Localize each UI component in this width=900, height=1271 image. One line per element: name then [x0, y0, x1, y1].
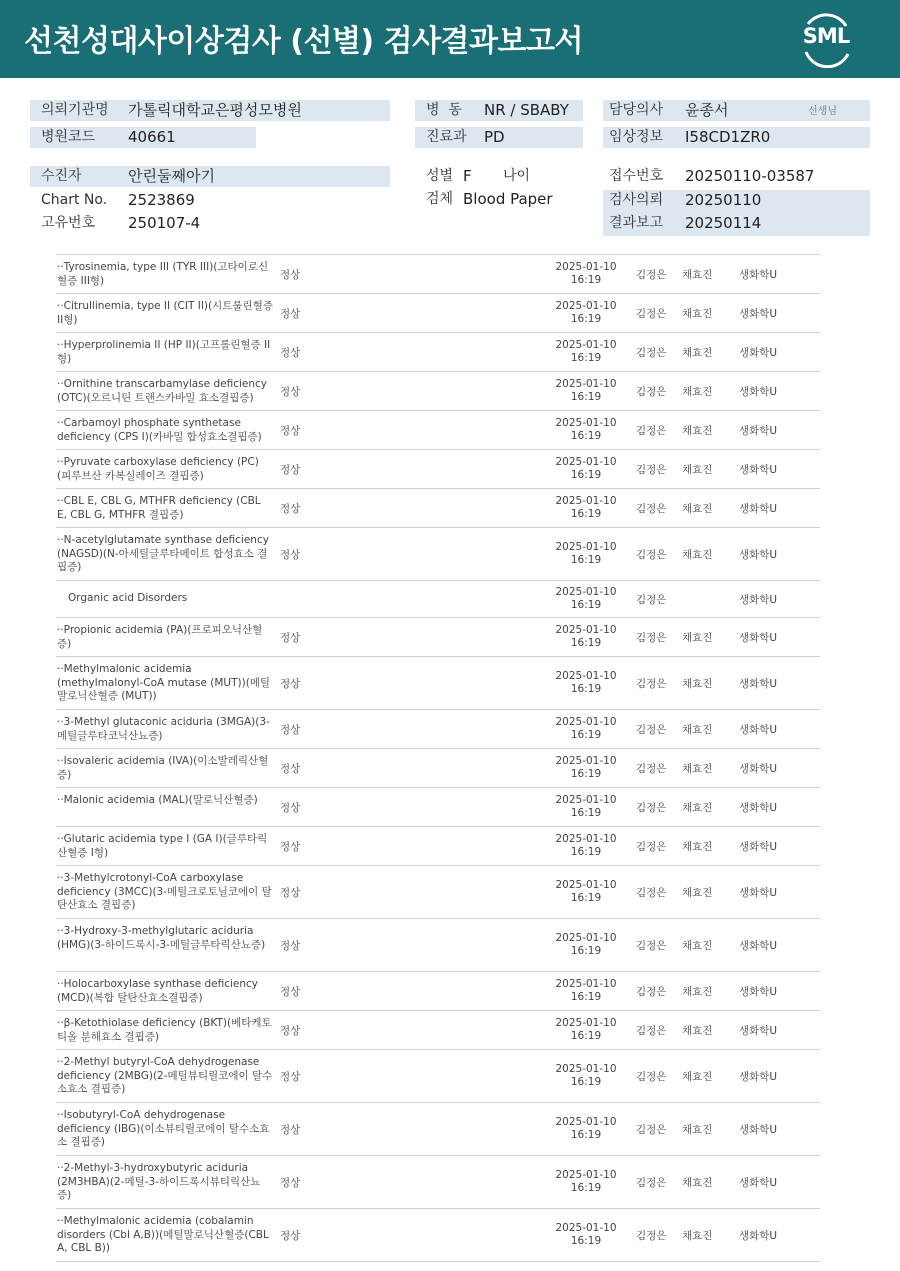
- result-value: 정상: [280, 308, 301, 320]
- result-row: [56, 827, 820, 866]
- lab-department: 생화학U: [739, 1177, 778, 1189]
- result-time: 16:19: [570, 390, 602, 403]
- checked-by: 채효진: [682, 1025, 713, 1037]
- checked-by: 채효진: [682, 632, 713, 644]
- dept-label: 진료과: [426, 129, 467, 145]
- test-name: ··Pyruvate carboxylase deficiency (PC)(피루브산 카복실레이즈 결핍증): [57, 456, 259, 482]
- tested-by: 김정은: [636, 464, 667, 476]
- lab-department: 생화학U: [739, 841, 778, 853]
- result-datetime: [536, 624, 636, 649]
- receipt-value: 20250110-03587: [685, 167, 815, 185]
- checked-by: 채효진: [682, 1177, 713, 1189]
- patient-value: 안린둘째아기: [128, 167, 215, 185]
- result-time: 16:19: [570, 273, 602, 286]
- result-value: 정상: [280, 464, 301, 476]
- result-row: [56, 333, 820, 372]
- specimen-label: 검체: [426, 191, 454, 207]
- result-time: 16:19: [570, 553, 602, 566]
- tested-by: 김정은: [636, 549, 667, 561]
- tested-by: 김정은: [636, 632, 667, 644]
- tested-by: 김정은: [636, 347, 667, 359]
- result-date: 2025-01-10: [555, 456, 617, 468]
- checked-by: 채효진: [682, 802, 713, 814]
- tested-by: 김정은: [636, 802, 667, 814]
- test-name: ··Carbamoyl phosphate synthetase deficiency (CPS I)(카바밀 합성효소결핍증): [57, 417, 262, 443]
- clinical-label: 임상정보: [609, 129, 664, 145]
- lab-department: 생화학U: [739, 464, 778, 476]
- result-date: 2025-01-10: [555, 541, 617, 553]
- test-name: ··Glutaric acidemia type I (GA I)(글루타릭산혈증 I형): [57, 833, 268, 859]
- result-value: 정상: [280, 887, 301, 899]
- result-datetime: [536, 300, 636, 325]
- tested-by: 김정은: [636, 386, 667, 398]
- result-row: [56, 372, 820, 411]
- checked-by: 채효진: [682, 1230, 713, 1242]
- result-row: [56, 972, 820, 1011]
- checked-by: 채효진: [682, 425, 713, 437]
- test-name: ··3-Hydroxy-3-methylglutaric aciduria (HMG)(3-하이드록시-3-메틸글루타릭산뇨증): [57, 925, 266, 951]
- result-row: [56, 255, 820, 294]
- result-value: 정상: [280, 549, 301, 561]
- result-datetime: [536, 1169, 636, 1194]
- result-row: [56, 294, 820, 333]
- result-value: 정상: [280, 1177, 301, 1189]
- lab-department: 생화학U: [739, 632, 778, 644]
- result-value: 정상: [280, 347, 301, 359]
- result-time: 16:19: [570, 682, 602, 695]
- result-row: [56, 489, 820, 528]
- result-date: 2025-01-10: [555, 586, 617, 598]
- logo-text: SML: [802, 24, 850, 48]
- result-value: 정상: [280, 724, 301, 736]
- result-row: [56, 450, 820, 489]
- tested-by: 김정은: [636, 724, 667, 736]
- result-date: 2025-01-10: [555, 339, 617, 351]
- unique-label: 고유번호: [41, 215, 96, 231]
- result-row: [56, 1103, 820, 1156]
- result-time: 16:19: [570, 598, 602, 611]
- hospital-code-label: 병원코드: [41, 129, 96, 145]
- result-datetime: [536, 794, 636, 819]
- result-row: [56, 919, 820, 972]
- tested-by: 김정은: [636, 1071, 667, 1083]
- lab-department: 생화학U: [739, 347, 778, 359]
- result-datetime: [536, 833, 636, 858]
- result-datetime: [536, 1063, 636, 1088]
- tested-by: 김정은: [636, 986, 667, 998]
- result-datetime: [536, 755, 636, 780]
- result-date: 2025-01-10: [555, 1116, 617, 1128]
- result-datetime: [536, 339, 636, 364]
- result-time: 16:19: [570, 429, 602, 442]
- checked-by: 채효진: [682, 763, 713, 775]
- result-row: [56, 749, 820, 788]
- result-time: 16:19: [570, 1075, 602, 1088]
- test-name: ··Tyrosinemia, type III (TYR III)(고타이로신혈증 III형): [57, 261, 269, 287]
- result-time: 16:19: [570, 636, 602, 649]
- result-row: [56, 1050, 820, 1103]
- result-datetime: [536, 1017, 636, 1042]
- result-value: 정상: [280, 1025, 301, 1037]
- test-name: Organic acid Disorders: [68, 592, 188, 604]
- test-name: ··Malonic acidemia (MAL)(말로닉산혈증): [57, 794, 258, 806]
- lab-department: 생화학U: [739, 594, 778, 606]
- result-row: [56, 657, 820, 710]
- test-name: ··CBL E, CBL G, MTHFR deficiency (CBL E, CBL G, MTHFR 결핍증): [57, 495, 261, 521]
- tested-by: 김정은: [636, 269, 667, 281]
- patient-label: 수진자: [41, 168, 82, 184]
- checked-by: 채효진: [682, 549, 713, 561]
- result-time: 16:19: [570, 767, 602, 780]
- checked-by: 채효진: [682, 464, 713, 476]
- result-date: 2025-01-10: [555, 417, 617, 429]
- lab-department: 생화학U: [739, 678, 778, 690]
- tested-by: 김정은: [636, 763, 667, 775]
- sml-logo: [796, 10, 856, 68]
- tested-by: 김정은: [636, 308, 667, 320]
- result-time: 16:19: [570, 351, 602, 364]
- lab-department: 생화학U: [739, 1025, 778, 1037]
- result-datetime: [536, 261, 636, 286]
- result-time: 16:19: [570, 990, 602, 1003]
- report-value: 20250114: [685, 214, 762, 232]
- chart-label: Chart No.: [41, 192, 108, 208]
- result-value: 정상: [280, 940, 301, 952]
- result-time: 16:19: [570, 728, 602, 741]
- test-name: ··Isovaleric acidemia (IVA)(이소발레릭산혈증): [57, 755, 269, 781]
- result-datetime: [536, 932, 636, 957]
- result-date: 2025-01-10: [555, 879, 617, 891]
- result-datetime: [536, 978, 636, 1003]
- doctor-value: 윤종서: [685, 101, 729, 119]
- age-label: 나이: [503, 168, 531, 184]
- result-row: [56, 528, 820, 581]
- result-time: 16:19: [570, 1128, 602, 1141]
- tested-by: 김정은: [636, 1025, 667, 1037]
- test-name: ··Propionic acidemia (PA)(프로피오닉산혈증): [57, 624, 263, 650]
- result-row: [56, 1209, 820, 1262]
- hospital-code-value: 40661: [128, 128, 176, 146]
- test-name: ··Hyperprolinemia II (HP II)(고프롤린혈증 II형): [57, 339, 271, 365]
- lab-department: 생화학U: [739, 802, 778, 814]
- result-datetime: [536, 378, 636, 403]
- result-value: 정상: [280, 1124, 301, 1136]
- result-time: 16:19: [570, 944, 602, 957]
- results-table: [56, 254, 820, 1262]
- result-date: 2025-01-10: [555, 978, 617, 990]
- result-row: [56, 581, 820, 618]
- result-time: 16:19: [570, 845, 602, 858]
- result-value: 정상: [280, 802, 301, 814]
- checked-by: 채효진: [682, 347, 713, 359]
- result-time: 16:19: [570, 1234, 602, 1247]
- result-row: [56, 788, 820, 827]
- result-value: 정상: [280, 1071, 301, 1083]
- result-date: 2025-01-10: [555, 755, 617, 767]
- doctor-label: 담당의사: [609, 102, 664, 118]
- result-time: 16:19: [570, 312, 602, 325]
- test-name: ··Ornithine transcarbamylase deficiency (OTC)(오르니틴 트랜스카바밀 효소결핍증): [57, 378, 267, 404]
- lab-department: 생화학U: [739, 724, 778, 736]
- receipt-label: 접수번호: [609, 168, 664, 184]
- result-date: 2025-01-10: [555, 1169, 617, 1181]
- result-time: 16:19: [570, 468, 602, 481]
- result-date: 2025-01-10: [555, 1222, 617, 1234]
- ward-label: 병 동: [426, 102, 462, 118]
- result-time: 16:19: [570, 806, 602, 819]
- lab-department: 생화학U: [739, 1124, 778, 1136]
- request-value: 20250110: [685, 191, 762, 209]
- test-name: ··β-Ketothiolase deficiency (BKT)(베타케토티올 분해효소 결핍증): [57, 1017, 272, 1043]
- result-datetime: [536, 879, 636, 904]
- doctor-suffix: 선생님: [808, 106, 837, 117]
- result-row: [56, 618, 820, 657]
- result-value: 정상: [280, 503, 301, 515]
- unique-value: 250107-4: [128, 214, 201, 232]
- dept-value: PD: [484, 128, 505, 146]
- report-title: 선천성대사이상검사 (선별) 검사결과보고서: [24, 24, 583, 59]
- lab-department: 생화학U: [739, 308, 778, 320]
- result-datetime: [536, 1116, 636, 1141]
- result-value: 정상: [280, 1230, 301, 1242]
- tested-by: 김정은: [636, 1124, 667, 1136]
- result-value: 정상: [280, 632, 301, 644]
- tested-by: 김정은: [636, 425, 667, 437]
- lab-department: 생화학U: [739, 503, 778, 515]
- checked-by: 채효진: [682, 887, 713, 899]
- result-date: 2025-01-10: [555, 670, 617, 682]
- test-name: ··Isobutyryl-CoA dehydrogenase deficiency (IBG)(이소뷰티릴코에이 탈수소효소 결핍증): [57, 1109, 270, 1148]
- result-date: 2025-01-10: [555, 1017, 617, 1029]
- checked-by: 채효진: [682, 386, 713, 398]
- specimen-value: Blood Paper: [463, 190, 553, 208]
- test-name: ··Methylmalonic acidemia (methylmalonyl-CoA mutase (MUT))(메틸말로닉산혈증 (MUT)): [57, 663, 271, 702]
- result-datetime: [536, 541, 636, 566]
- checked-by: 채효진: [682, 986, 713, 998]
- test-name: ··Holocarboxylase synthase deficiency (MCD)(복합 탈탄산효소결핍증): [57, 978, 259, 1004]
- result-date: 2025-01-10: [555, 261, 617, 273]
- lab-department: 생화학U: [739, 1230, 778, 1242]
- tested-by: 김정은: [636, 1230, 667, 1242]
- result-value: 정상: [280, 763, 301, 775]
- ward-value: NR / SBABY: [484, 101, 569, 119]
- lab-department: 생화학U: [739, 986, 778, 998]
- result-value: 정상: [280, 386, 301, 398]
- result-date: 2025-01-10: [555, 378, 617, 390]
- result-datetime: [536, 495, 636, 520]
- lab-department: 생화학U: [739, 887, 778, 899]
- checked-by: 채효진: [682, 940, 713, 952]
- lab-department: 생화학U: [739, 1071, 778, 1083]
- result-value: 정상: [280, 986, 301, 998]
- tested-by: 김정은: [636, 503, 667, 515]
- test-name: ··3-Methyl glutaconic aciduria (3MGA)(3-메틸글루타코닉산뇨증): [57, 716, 270, 742]
- institution-label: 의뢰기관명: [41, 102, 109, 118]
- clinical-value: I58CD1ZR0: [685, 128, 771, 146]
- test-name: ··Citrullinemia, type II (CIT II)(시트룰린혈증 II형): [57, 300, 273, 326]
- result-value: 정상: [280, 425, 301, 437]
- test-name: ··2-Methyl-3-hydroxybutyric aciduria (2M3HBA)(2-메틸-3-하이드록시뷰티릭산뇨증): [57, 1162, 261, 1201]
- tested-by: 김정은: [636, 887, 667, 899]
- checked-by: 채효진: [682, 1124, 713, 1136]
- result-date: 2025-01-10: [555, 1063, 617, 1075]
- checked-by: 채효진: [682, 269, 713, 281]
- result-value: 정상: [280, 841, 301, 853]
- result-value: 정상: [280, 269, 301, 281]
- checked-by: 채효진: [682, 1071, 713, 1083]
- result-date: 2025-01-10: [555, 932, 617, 944]
- checked-by: 채효진: [682, 841, 713, 853]
- lab-department: 생화학U: [739, 269, 778, 281]
- report-label: 결과보고: [609, 215, 664, 231]
- result-time: 16:19: [570, 891, 602, 904]
- tested-by: 김정은: [636, 678, 667, 690]
- result-row: [56, 1011, 820, 1050]
- tested-by: 김정은: [636, 594, 667, 606]
- lab-department: 생화학U: [739, 549, 778, 561]
- tested-by: 김정은: [636, 940, 667, 952]
- result-date: 2025-01-10: [555, 833, 617, 845]
- result-date: 2025-01-10: [555, 794, 617, 806]
- result-row: [56, 866, 820, 919]
- test-name: ··N-acetylglutamate synthase deficiency (NAGSD)(N-아세틸글루타메이트 합성효소 결핍증): [57, 534, 269, 573]
- test-name: ··3-Methylcrotonyl-CoA carboxylase deficiency (3MCC)(3-메틸크로토닐코에이 탈탄산효소 결핍증): [57, 872, 272, 911]
- result-row: [56, 1156, 820, 1209]
- tested-by: 김정은: [636, 1177, 667, 1189]
- lab-department: 생화학U: [739, 763, 778, 775]
- result-date: 2025-01-10: [555, 300, 617, 312]
- report-header: [0, 0, 900, 78]
- result-datetime: [536, 670, 636, 695]
- request-label: 검사의뢰: [609, 192, 664, 208]
- lab-department: 생화학U: [739, 386, 778, 398]
- lab-department: 생화학U: [739, 940, 778, 952]
- lab-department: 생화학U: [739, 425, 778, 437]
- checked-by: 채효진: [682, 678, 713, 690]
- result-date: 2025-01-10: [555, 624, 617, 636]
- result-value: 정상: [280, 678, 301, 690]
- result-datetime: [536, 417, 636, 442]
- result-datetime: [536, 586, 636, 611]
- checked-by: 채효진: [682, 308, 713, 320]
- chart-value: 2523869: [128, 191, 195, 209]
- checked-by: 채효진: [682, 503, 713, 515]
- sex-label: 성별: [426, 168, 454, 184]
- checked-by: 채효진: [682, 724, 713, 736]
- result-datetime: [536, 456, 636, 481]
- result-time: 16:19: [570, 507, 602, 520]
- sex-value: F: [463, 167, 472, 185]
- tested-by: 김정은: [636, 841, 667, 853]
- result-datetime: [536, 716, 636, 741]
- result-date: 2025-01-10: [555, 716, 617, 728]
- result-row: [56, 710, 820, 749]
- result-date: 2025-01-10: [555, 495, 617, 507]
- test-name: ··2-Methyl butyryl-CoA dehydrogenase deficiency (2MBG)(2-메틸뷰티릴코에이 탈수소효소 결핍증): [57, 1056, 273, 1095]
- test-name: ··Methylmalonic acidemia (cobalamin disorders (Cbl A,B))(메틸말로닉산혈증(CBL A, CBL B)): [57, 1215, 269, 1254]
- result-time: 16:19: [570, 1029, 602, 1042]
- institution-value: 가톨릭대학교은평성모병원: [128, 101, 302, 119]
- result-row: [56, 411, 820, 450]
- result-datetime: [536, 1222, 636, 1247]
- result-time: 16:19: [570, 1181, 602, 1194]
